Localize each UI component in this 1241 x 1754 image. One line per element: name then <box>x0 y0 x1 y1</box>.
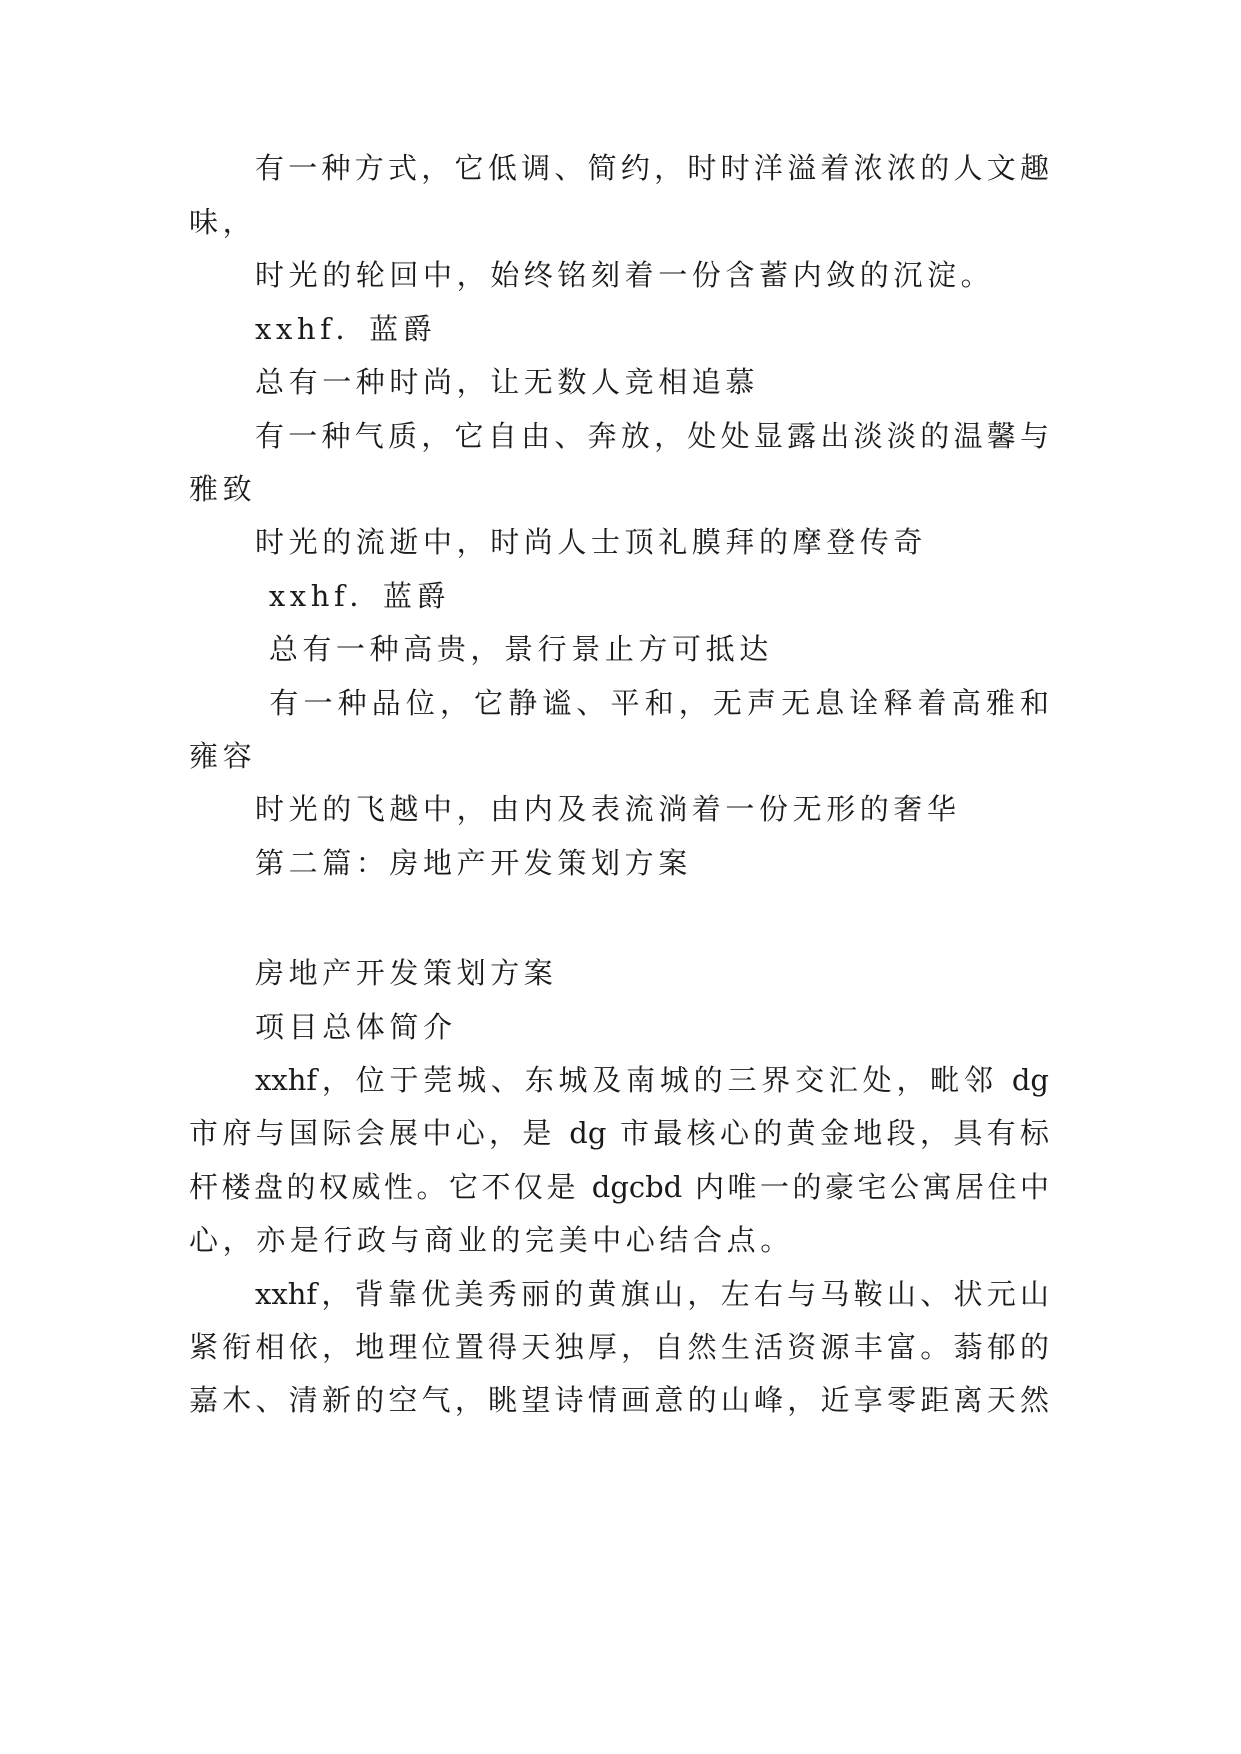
text-line: xxhf．蓝爵 <box>255 312 437 346</box>
text-line: 有一种方式，它低调、简约，时时洋溢着浓浓的人文趣 <box>255 151 1049 185</box>
text-line: 味， <box>189 205 257 239</box>
text-line: 有一种气质，它自由、奔放，处处显露出淡淡的温馨与 <box>255 419 1049 453</box>
text-line: 紧衔相依，地理位置得天独厚，自然生活资源丰富。蓊郁的 <box>189 1330 1049 1364</box>
text-line: 嘉木、清新的空气，眺望诗情画意的山峰，近享零距离天然 <box>189 1383 1049 1417</box>
text-line: 时光的飞越中，由内及表流淌着一份无形的奢华 <box>255 792 961 826</box>
text-line: 时光的轮回中，始终铭刻着一份含蓄内敛的沉淀。 <box>255 258 995 292</box>
text-line: 时光的流逝中，时尚人士顶礼膜拜的摩登传奇 <box>255 525 928 559</box>
text-line: 杆楼盘的权威性。它不仅是 dgcbd 内唯一的豪宅公寓居住中 <box>189 1170 1049 1204</box>
text-line: xxhf，背靠优美秀丽的黄旗山，左右与马鞍山、状元山 <box>255 1277 1049 1311</box>
text-line: 总有一种时尚，让无数人竞相追慕 <box>255 365 760 399</box>
text-line: xxhf．蓝爵 <box>255 579 451 613</box>
text-line: 有一种品位，它静谧、平和，无声无息诠释着高雅和 <box>255 686 1049 720</box>
document-title: 房地产开发策划方案 <box>255 956 558 990</box>
text-line: 心，亦是行政与商业的完美中心结合点。 <box>189 1223 794 1257</box>
text-line: 雍容 <box>189 739 257 773</box>
text-line: xxhf，位于莞城、东城及南城的三界交汇处，毗邻 dg <box>255 1063 1049 1097</box>
section-heading: 第二篇：房地产开发策划方案 <box>255 846 692 880</box>
text-line: 雅致 <box>189 472 257 506</box>
subheading: 项目总体简介 <box>255 1010 457 1044</box>
text-line: 市府与国际会展中心，是 dg 市最核心的黄金地段，具有标 <box>189 1116 1049 1150</box>
text-line: 总有一种高贵，景行景止方可抵达 <box>255 632 773 666</box>
